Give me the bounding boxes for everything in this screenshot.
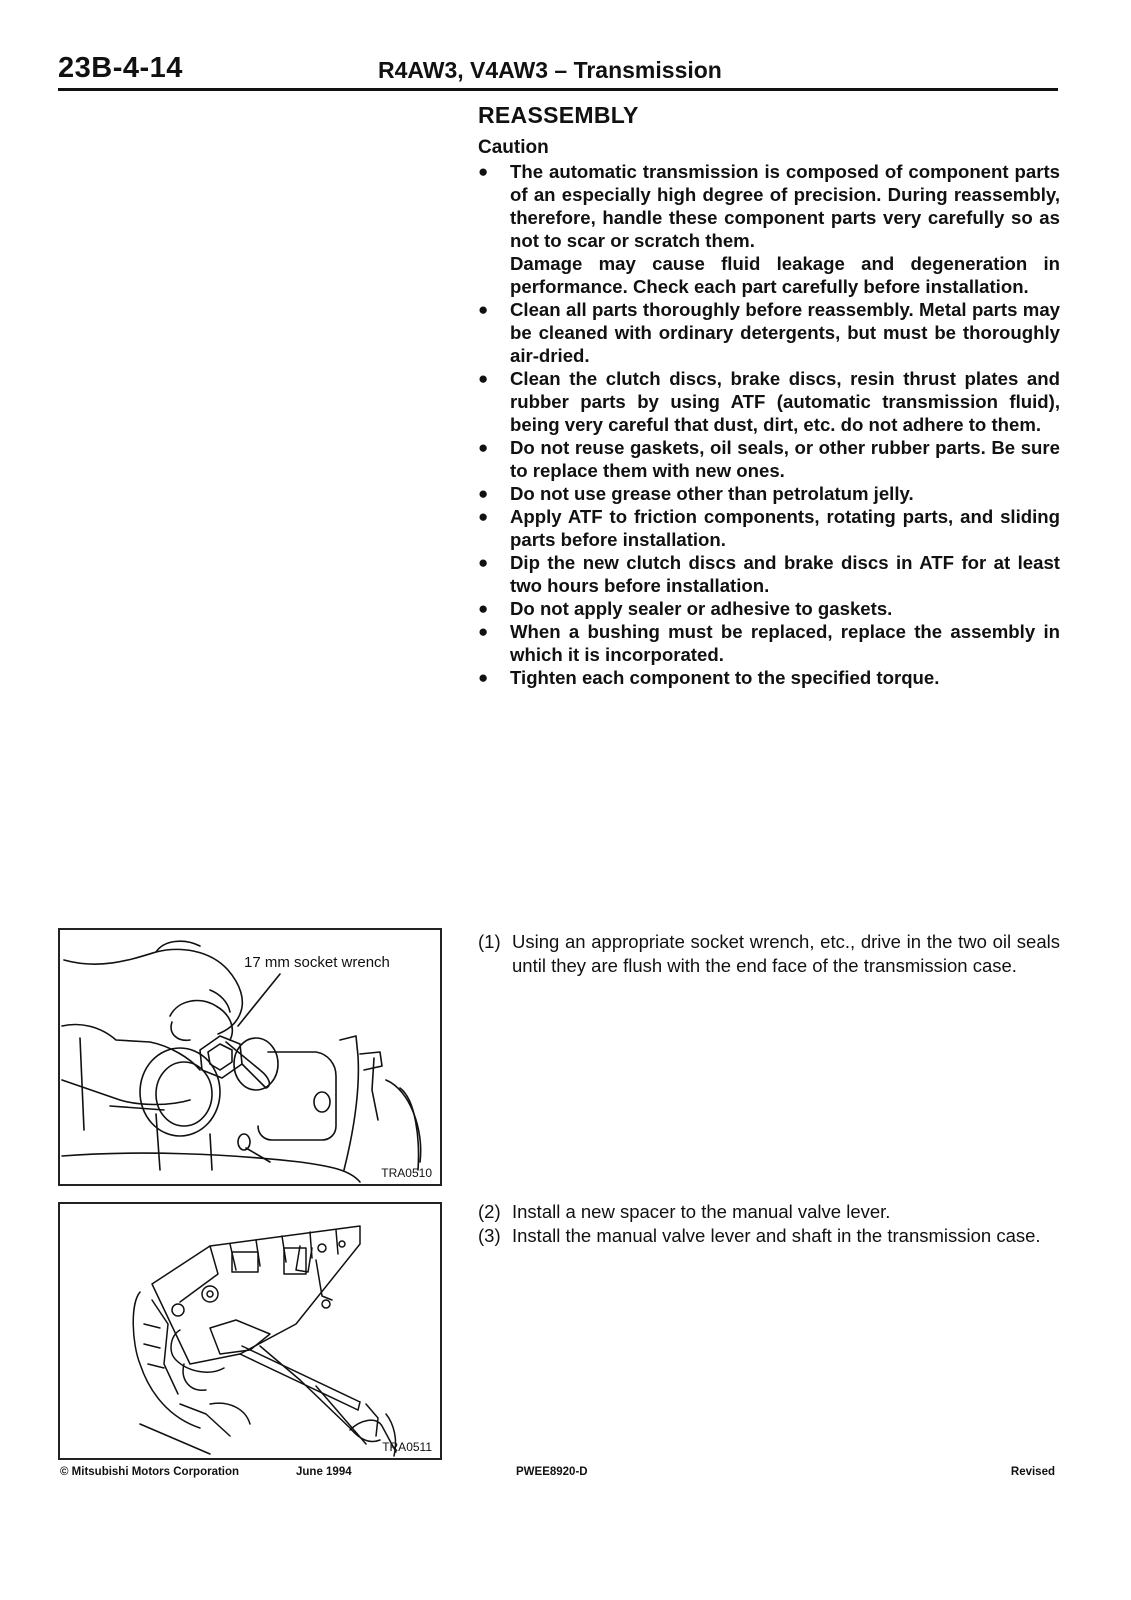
bullet-icon: ● — [478, 599, 489, 618]
page-number: 23B-4-14 — [58, 52, 183, 84]
caution-label: Caution — [478, 137, 549, 158]
footer-copyright: © Mitsubishi Motors Corporation — [60, 1466, 240, 1478]
figure-callout-label: 17 mm socket wrench — [244, 954, 390, 971]
caution-list — [478, 160, 1060, 689]
bullet-icon: ● — [478, 162, 489, 181]
bullet-icon: ● — [478, 369, 489, 388]
caution-continuation: Damage may cause fluid leakage and degeneration in performance. Check each part carefully before installation. — [510, 253, 1060, 297]
step-number: (1) — [478, 931, 501, 952]
procedure-step — [478, 1224, 1060, 1248]
running-title: R4AW3, V4AW3 – Transmission — [378, 57, 722, 83]
bullet-icon: ● — [478, 300, 489, 319]
caution-item — [478, 436, 1060, 482]
bullet-icon: ● — [478, 507, 489, 526]
caution-item — [478, 505, 1060, 551]
caution-text: Do not apply sealer or adhesive to gaskets. — [510, 598, 893, 619]
caution-text: Dip the new clutch discs and brake discs in ATF for at least two hours before installation. — [510, 552, 1060, 596]
figure-manual-valve-lever — [58, 1202, 442, 1460]
footer-doc-code: PWEE8920-D — [516, 1466, 588, 1478]
bullet-icon: ● — [478, 553, 489, 572]
caution-text: When a bushing must be replaced, replace the assembly in which it is incorporated. — [510, 621, 1060, 665]
caution-text: Do not use grease other than petrolatum jelly. — [510, 483, 914, 504]
step-number: (3) — [478, 1225, 501, 1246]
bullet-icon: ● — [478, 438, 489, 457]
procedure-step — [478, 930, 1060, 978]
caution-item — [478, 597, 1060, 620]
figure-code: TRA0511 — [382, 1440, 432, 1454]
caution-text: Clean the clutch discs, brake discs, resin thrust plates and rubber parts by using ATF (automatic transmission fluid), being very careful that dust, dirt, etc. do not adhere to them. — [510, 368, 1060, 435]
bullet-icon: ● — [478, 484, 489, 503]
step-block-2 — [478, 1200, 1060, 1248]
step-block-1 — [478, 930, 1060, 978]
caution-item — [478, 367, 1060, 436]
caution-item — [478, 482, 1060, 505]
manual-valve-lever-illustration — [60, 1204, 440, 1458]
figure-socket-wrench — [58, 928, 442, 1186]
caution-item — [478, 160, 1060, 298]
figure-code: TRA0510 — [381, 1166, 432, 1180]
caution-item — [478, 551, 1060, 597]
step-number: (2) — [478, 1201, 501, 1222]
caution-item — [478, 620, 1060, 666]
procedure-step — [478, 1200, 1060, 1224]
footer-status: Revised — [1010, 1466, 1055, 1478]
caution-item — [478, 298, 1060, 367]
header-rule — [58, 88, 1058, 91]
caution-text: Apply ATF to friction components, rotating parts, and sliding parts before installation. — [510, 506, 1060, 550]
caution-text: Tighten each component to the specified torque. — [510, 667, 940, 688]
caution-text: Do not reuse gaskets, oil seals, or other rubber parts. Be sure to replace them with new ones. — [510, 437, 1060, 481]
caution-item — [478, 666, 1060, 689]
step-text: Using an appropriate socket wrench, etc., drive in the two oil seals until they are flush with the end face of the transmission case. — [512, 931, 1060, 976]
section-heading: REASSEMBLY — [478, 102, 639, 128]
bullet-icon: ● — [478, 622, 489, 641]
footer-date: June 1994 — [296, 1466, 352, 1478]
step-text: Install a new spacer to the manual valve lever. — [512, 1201, 891, 1222]
bullet-icon: ● — [478, 668, 489, 687]
caution-text: Clean all parts thoroughly before reassembly. Metal parts may be cleaned with ordinary detergents, but must be thoroughly air-dried. — [510, 299, 1060, 366]
caution-text: The automatic transmission is composed of component parts of an especially high degree of precision. During reassembly, therefore, handle these component parts very carefully so as not to scar or scratch them. — [510, 161, 1060, 251]
step-text: Install the manual valve lever and shaft in the transmission case. — [512, 1225, 1041, 1246]
reassembly-section — [478, 102, 1060, 689]
